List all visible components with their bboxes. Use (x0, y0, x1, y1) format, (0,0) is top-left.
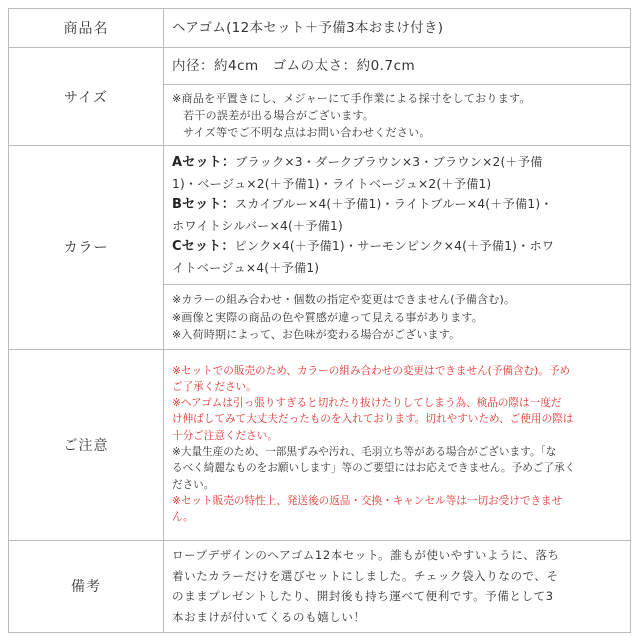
label-product-name: 商品名 (9, 9, 164, 48)
set-c-line: ピンク×4(＋予備1)・サーモンピンク×4(＋予備1)・ホワ (234, 239, 555, 253)
remarks-line: 着いたカラーだけを選びセットにしました。チェック袋入りなので、そ (172, 568, 559, 583)
label-remarks: 備考 (9, 540, 164, 632)
size-main-value: 内径：約4cm ゴムの太さ：約0.7cm (172, 58, 416, 74)
set-c-line: イトベージュ×4(＋予備1) (172, 260, 320, 275)
caution-line: ※ヘアゴムは引っ張りすぎると切れたり抜けたりしてしまう為、検品の際は一度だ (172, 397, 562, 410)
product-spec-table (8, 8, 631, 633)
label-caution: ご注意 (9, 349, 164, 540)
row-size (9, 48, 631, 146)
caution-line: るべく綺麗なものをお願いします」等のご要望にはお応えできません。予めご了承く (172, 462, 576, 475)
size-note-line: ※商品を平置きにし、メジャーにて手作業による採寸をしております。 (172, 92, 531, 105)
set-b-line: スカイブルー×4(＋予備1)・ライトブルー×4(＋予備1)・ (234, 197, 553, 211)
color-set-c (172, 236, 622, 278)
set-c-label: Cセット： (172, 239, 235, 254)
size-notes (164, 84, 630, 144)
label-size: サイズ (9, 48, 164, 146)
caution-text (164, 358, 630, 532)
caution-line: ださい。 (172, 478, 215, 491)
remarks-text (164, 541, 630, 631)
caution-line: 十分ご注意ください。 (172, 429, 278, 442)
color-set-a (172, 152, 622, 194)
row-caution (9, 349, 631, 540)
set-b-label: Bセット： (172, 197, 235, 212)
color-notes (164, 284, 630, 349)
row-product-name (9, 9, 631, 48)
caution-line: ご了承ください。 (172, 380, 257, 393)
remarks-line: ロープデザインのヘアゴム12本セット。誰もが使いやすいように、落ち (172, 548, 560, 562)
color-note-line: ※画像と実際の商品の色や質感が違って見える事があります。 (172, 310, 483, 324)
row-remarks (9, 540, 631, 632)
size-note-line: サイズ等でご不明な点はお問い合わせください。 (183, 126, 431, 139)
caution-line: け伸ばしてみて大丈夫だったものを入れております。切れやすいため、ご使用の際は (172, 413, 574, 426)
caution-line: ※セットでの販売のため、カラーの組み合わせの変更はできません(予備含む)。予め (172, 364, 571, 377)
product-name-value: ヘアゴム(12本セット＋予備3本おまけ付き) (172, 19, 444, 36)
size-note-line: 若干の誤差が出る場合がございます。 (183, 109, 375, 122)
caution-line: ※大量生産のため、一部黒ずみや汚れ、毛羽立ち等がある場合がございます。「な (172, 446, 557, 458)
set-a-line: ブラック×3・ダークブラウン×3・ブラウン×2(＋予備 (235, 155, 543, 169)
set-a-line: 1)・ベージュ×2(＋予備1)・ライトベージュ×2(＋予備1) (172, 176, 492, 191)
label-color: カラー (9, 146, 164, 350)
remarks-line: のままプレゼントしたり、開封後も持ち運べて便利です。予備として3 (172, 589, 554, 603)
remarks-line: 本おまけが付いてくるのも嬉しい！ (172, 609, 366, 624)
caution-line: ※セット販売の特性上、発送後の返品・交換・キャンセル等は一切お受けできませ (172, 494, 563, 507)
set-b-line: ホワイトシルバー×4(＋予備1) (172, 218, 343, 233)
color-sets (164, 146, 630, 284)
row-color (9, 146, 631, 350)
color-set-b (172, 194, 622, 236)
set-a-label: Aセット： (172, 155, 236, 170)
color-note-line: ※カラーの組み合わせ・個数の指定や変更はできません(予備含む)。 (172, 293, 516, 306)
caution-line: ん。 (172, 511, 194, 524)
color-note-line: ※入荷時期によって、お色味が変わる場合がございます。 (172, 328, 461, 341)
